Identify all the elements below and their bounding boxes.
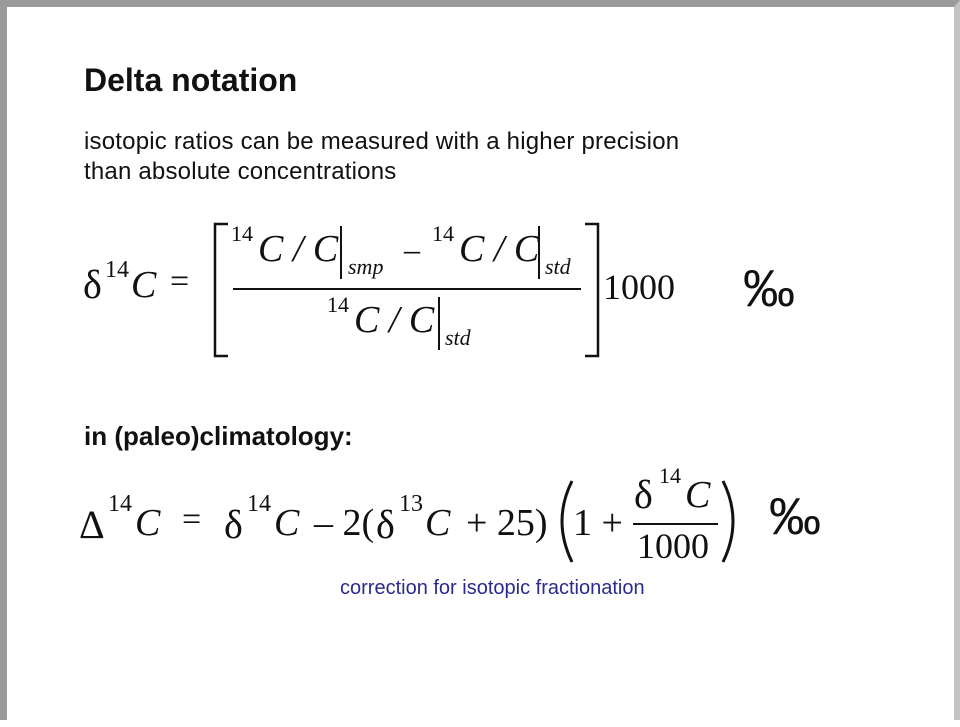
eq2-term1-var: C [274,502,300,544]
eq1-num-sup2: 14 [432,221,454,246]
eq1-den-sub: std [445,325,471,350]
fractionation-note: correction for isotopic fractionation [340,577,645,599]
eq2-lhs-sup: 14 [108,491,132,517]
eq2-term1-sup: 14 [247,491,271,517]
eq1-den-sup: 14 [327,292,349,317]
eq2-permil-unit: ‰ [769,488,821,546]
eq2-plus25: + 25) [466,502,548,544]
eq2-frac-den: 1000 [637,526,709,566]
eq2-right-paren [723,481,733,562]
eq2-lhs-var: C [135,502,161,544]
eq1-permil-unit: ‰ [743,260,795,318]
eq1-den-ratio: C / C [354,299,435,341]
eq2-frac-var: C [685,474,711,516]
equation-rules [7,7,960,727]
eq1-lhs-delta: δ [83,262,102,307]
body-line-2: than absolute concentrations [84,158,397,185]
eq2-minus-two: – 2( [314,502,375,544]
eq1-num-sub1: smp [348,254,384,279]
eq1-num-ratio1: C / C [258,228,339,270]
eq1-num-minus: – [404,231,420,267]
eq1-factor: 1000 [603,267,675,307]
subheading-paleoclimatology: in (paleo)climatology: [84,421,353,451]
eq1-equals: = [170,263,190,300]
eq1-lhs-sup: 14 [105,257,129,283]
eq2-term2-delta: δ [376,502,395,547]
slide-title: Delta notation [84,62,298,98]
eq1-num-ratio2: C / C [459,228,540,270]
eq1-right-bracket [585,224,598,356]
eq2-left-paren [562,481,572,562]
eq2-frac-sup: 14 [659,463,681,488]
eq2-one-plus: 1 + [573,502,623,544]
eq2-term1-delta: δ [224,502,243,547]
eq2-lhs-Delta: Δ [79,502,105,547]
eq1-lhs-var: C [131,264,157,306]
eq1-left-bracket [215,224,228,356]
eq1-num-sub2: std [545,254,571,279]
eq2-equals: = [182,501,202,538]
eq2-term2-var: C [425,502,451,544]
eq2-term2-sup: 13 [399,491,423,517]
eq2-frac-delta: δ [634,472,653,517]
body-line-1: isotopic ratios can be measured with a higher precision [84,128,680,155]
eq1-num-sup1: 14 [231,221,253,246]
